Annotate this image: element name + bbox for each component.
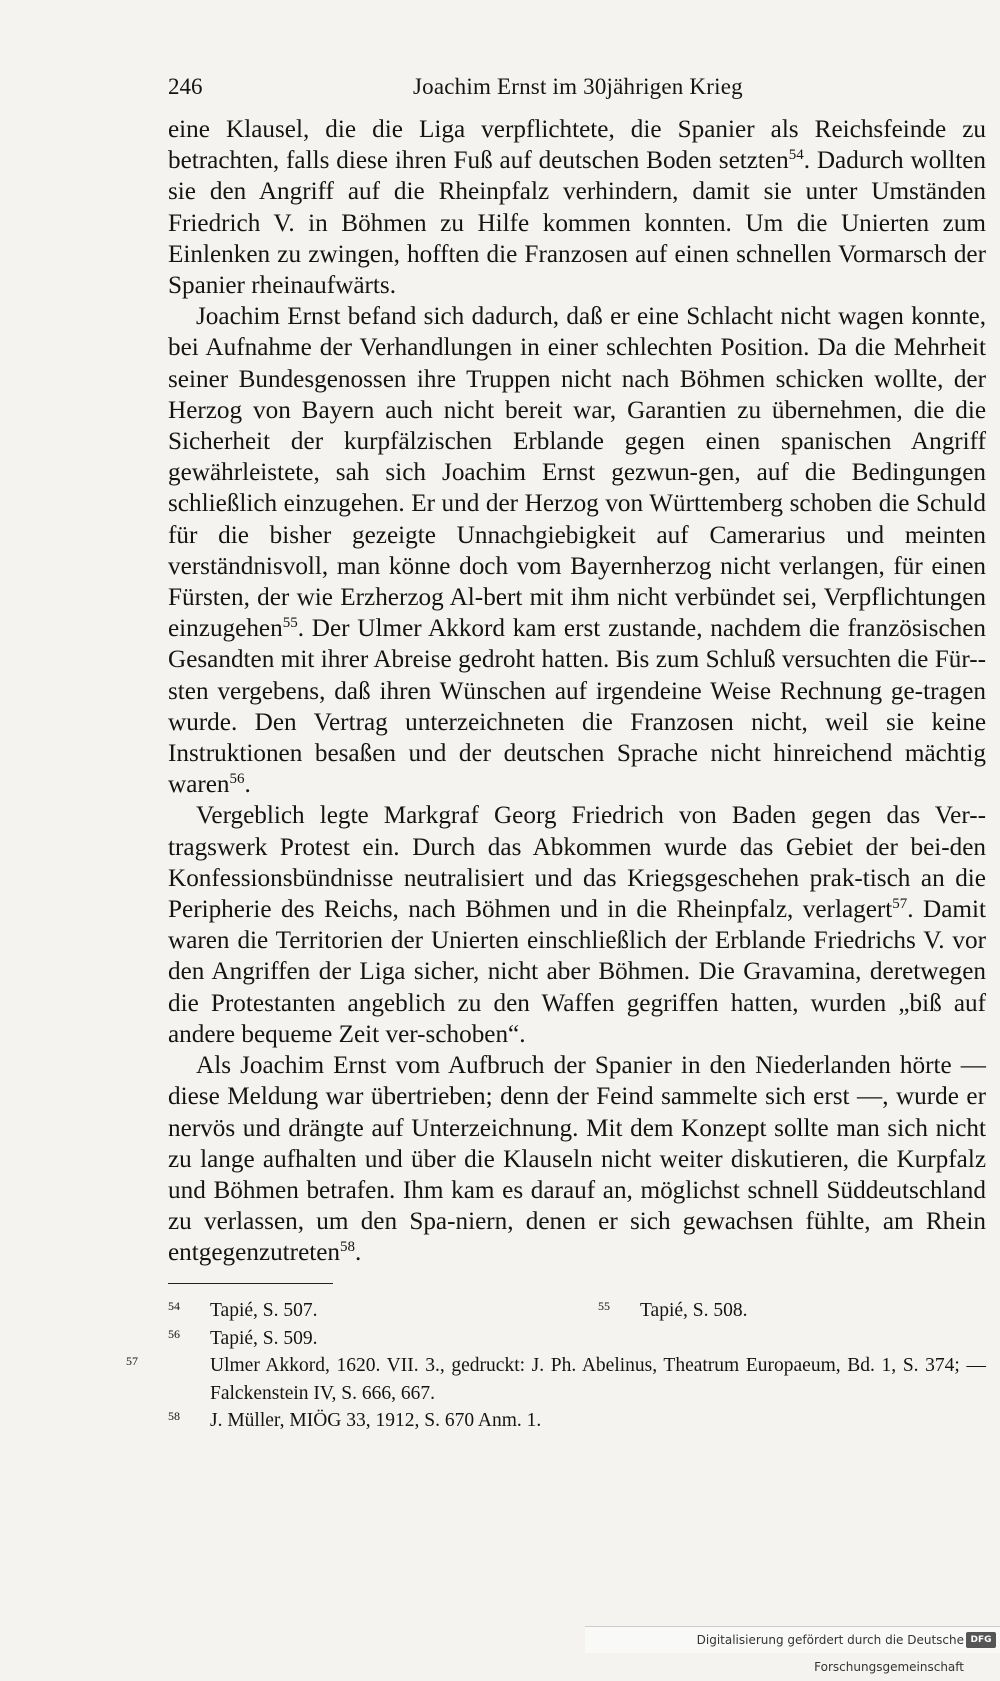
dfg-logo-icon: DFG: [966, 1632, 996, 1648]
footnote-ref-58: 58: [340, 1239, 356, 1256]
footnote-separator: [168, 1283, 333, 1284]
paragraph-4-text-a: Als Joachim Ernst vom Aufbruch der Spanier in den Niederlanden hörte — diese Meldung war übertrieben; denn der Feind sammelte sich erst —, wurde er nervös und drängte auf Unterzeichnung. Mit dem Konzept sollte man sich nicht zu lange aufhalten und über die Klauseln nicht weiter diskutieren, die Kurpfalz und Böhmen betrafen. Ihm kam es darauf an, möglichst schnell Süddeutschland zu verlassen, um den Spa-niern, denen er sich gewachsen fühlte, am Rhein entgegenzutreten: [168, 1052, 986, 1267]
paragraph-1-text-b: . Dadurch wollten sie den Angriff auf die Rheinpfalz verhindern, damit sie unter Umständen Friedrich V. in Böhmen zu Hilfe kommen konnten. Um die Unierten zum Einlenken zu zwingen, hofften die Franzosen auf einen schnellen Vormarsch der Spanier rheinaufwärts.: [168, 147, 986, 300]
footnote-57: [126, 1352, 986, 1407]
footnote-ref-54: 54: [788, 147, 804, 164]
footnote-text: J. Müller, MIÖG 33, 1912, S. 670 Anm. 1.: [210, 1410, 542, 1431]
footnote-ref-56: 56: [229, 771, 245, 788]
footnote-58: [168, 1407, 986, 1435]
footnote-number: 54: [168, 1299, 180, 1313]
paragraph-3-text-b: . Damit waren die Territorien der Unierten einschließlich der Erblande Friedrichs V. vor den Angriffen der Liga sicher, nicht aber Böhmen. Die Gravamina, deretwegen die Protestanten angeblich zu den Waffen gegriffen hatten, wurden „biß auf andere bequeme Zeit ver-schoben“.: [168, 896, 986, 1048]
paragraph-3: [168, 800, 986, 1050]
footnote-text: Tapié, S. 507.: [210, 1300, 318, 1321]
paragraph-1-text-a: eine Klausel, die die Liga verpflichtete, die Spanier als Reichsfeinde zu betrachten, falls diese ihren Fuß auf deutschen Boden setzten: [168, 116, 986, 175]
paragraph-2-text-a: Joachim Ernst befand sich dadurch, daß er eine Schlacht nicht wagen konnte, bei Aufnahme der Verhandlungen in einer schlechten Position. Da die Mehrheit seiner Bundesgenossen ihre Truppen nicht nach Böhmen schicken wollte, der Herzog von Bayern auch nicht bereit war, Garantien zu übernehmen, die die Sicherheit der kurpfälzischen Erblande gegen einen spanischen Angriff gewährleistete, sah sich Joachim Ernst gezwun-gen, auf die Bedingungen schließlich einzugehen. Er und der Herzog von Württemberg schoben die Schuld für die bisher gezeigte Unnachgiebigkeit auf Camerarius und meinten verständnisvoll, man könne doch vom Bayernherzog nicht verlangen, für einen Fürsten, der wie Erzherzog Al-bert mit ihm nicht verbündet sei, Verpflichtungen einzugehen: [168, 303, 986, 643]
paragraph-4-text-b: .: [355, 1239, 362, 1267]
footnote-54: [168, 1297, 598, 1325]
running-header: [168, 70, 983, 104]
footnote-number: 58: [168, 1409, 180, 1423]
footnote-ref-55: 55: [282, 615, 298, 632]
digitization-credit: [585, 1626, 1000, 1674]
running-title: Joachim Ernst im 30jährigen Krieg: [413, 74, 743, 99]
footnote-text: Tapié, S. 508.: [640, 1300, 748, 1321]
paragraph-2: [168, 301, 986, 800]
footnote-55: [598, 1297, 986, 1325]
footnote-number: 57: [126, 1354, 138, 1368]
main-text: [168, 114, 986, 1269]
footnote-row-54-55: [168, 1297, 986, 1325]
footnote-ref-57: 57: [892, 896, 908, 913]
footnote-text: Tapié, S. 509.: [210, 1327, 318, 1349]
paragraph-1: [168, 114, 986, 301]
page-number: 246: [168, 74, 203, 99]
paragraph-2-text-c: .: [244, 771, 251, 799]
footnote-number: 56: [168, 1326, 180, 1341]
paragraph-2-text-b: . Der Ulmer Akkord kam erst zustande, nachdem die französischen Gesandten mit ihrer Abreise gedroht hatten. Bis zum Schluß versuchten die Für-sten vergebens, daß ihren Wünschen auf irgendeine Weise Rechnung ge-tragen wurde. Den Vertrag unterzeichneten die Franzosen nicht, weil sie keine Instruktionen besaßen und der deutschen Sprache nicht hinreichend mächtig waren: [168, 615, 986, 799]
credit-text: Digitalisierung gefördert durch die Deutsche Forschungsgemeinschaft: [696, 1633, 964, 1674]
paragraph-3-text-a: Vergeblich legte Markgraf Georg Friedrich von Baden gegen das Ver-tragswerk Protest ein. Durch das Abkommen wurde das Gebiet der bei-den Konfessionsbündnisse neutralisiert und das Kriegsgeschehen prak-tisch an die Peripherie des Reichs, nach Böhmen und in die Rheinpfalz, verlagert: [168, 802, 986, 924]
footnote-text: Ulmer Akkord, 1620. VII. 3., gedruckt: J. Ph. Abelinus, Theatrum Europaeum, Bd. 1, S. 374; — Falckenstein IV, S. 666, 667.: [210, 1355, 986, 1404]
footnote-number: 55: [598, 1299, 610, 1313]
footnote-56: [168, 1325, 986, 1353]
footnotes: [126, 1297, 986, 1435]
paragraph-4: [168, 1050, 986, 1268]
